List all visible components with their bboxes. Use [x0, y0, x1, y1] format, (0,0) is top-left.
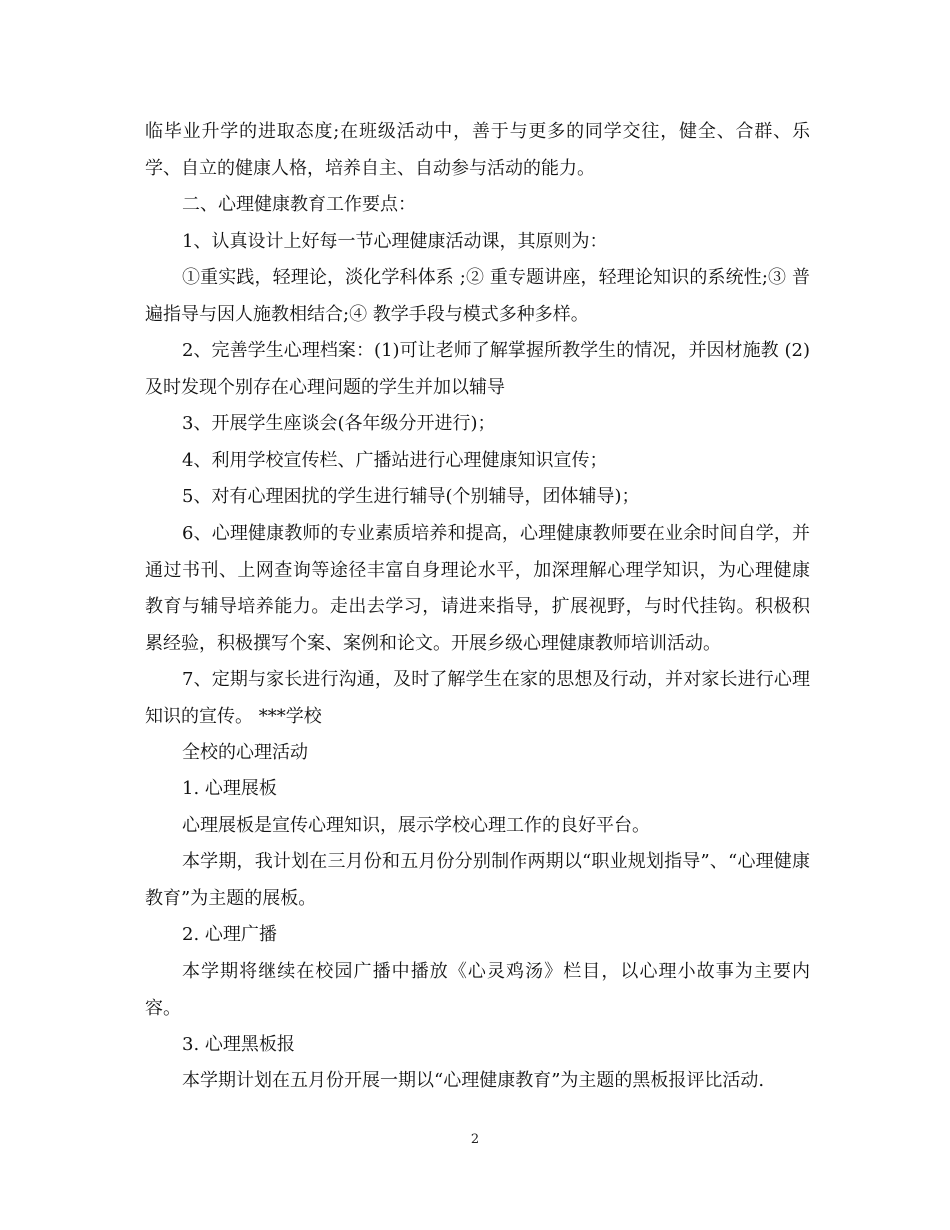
list-item-5: 5、对有心理困扰的学生进行辅导(个别辅导，团体辅导)； [182, 486, 640, 507]
list-item-7: 7、定期与家长进行沟通，及时了解学生在家的思想及行动，并对家长进行心理知识的宣传。 ***学校 [145, 669, 810, 727]
paragraph-continuation: 临毕业升学的进取态度;在班级活动中，善于与更多的同学交往，健全、合群、乐学、自立的健康人格，培养自主、自动参与活动的能力。 [145, 121, 810, 179]
principles-paragraph: ①重实践，轻理论，淡化学科体系 ;② 重专题讲座，轻理论知识的系统性;③ 普遍指导与因人施教相结合;④ 教学手段与模式多种多样。 [145, 267, 810, 325]
section-heading-school-activities: 全校的心理活动 [182, 742, 308, 763]
page-number: 2 [470, 1132, 480, 1147]
broadcast-plan: 本学期将继续在校园广播中播放《心灵鸡汤》栏目，以心理小故事为主要内容。 [145, 961, 810, 1019]
blackboard-plan: 本学期计划在五月份开展一期以“心理健康教育”为主题的黑板报评比活动. [182, 1070, 765, 1091]
list-item-6: 6、心理健康教师的专业素质培养和提高，心理健康教师要在业余时间自学，并通过书刊、上网查询等途径丰富自身理论水平，加深理解心理学知识，为心理健康教育与辅导培养能力。走出去学习，请进来指导，扩展视野，与时代挂钩。积极积累经验，积极撰写个案、案例和论文。开展乡级心理健康教师培训活动。 [145, 523, 810, 654]
list-item-1: 1、认真设计上好每一节心理健康活动课，其原则为： [182, 231, 608, 252]
subheading-blackboard: 3. 心理黑板报 [182, 1034, 295, 1055]
subheading-broadcast: 2. 心理广播 [182, 924, 277, 945]
subheading-display-board: 1. 心理展板 [182, 778, 277, 799]
display-board-description: 心理展板是宣传心理知识，展示学校心理工作的良好平台。 [182, 815, 650, 836]
list-item-3: 3、开展学生座谈会(各年级分开进行)； [182, 413, 496, 434]
display-board-plan: 本学期，我计划在三月份和五月份分别制作两期以“职业规划指导”、“心理健康教育”为主题的展板。 [145, 851, 810, 909]
list-item-4: 4、利用学校宣传栏、广播站进行心理健康知识宣传； [182, 450, 608, 471]
list-item-2: 2、完善学生心理档案：(1)可让老师了解掌握所教学生的情况，并因材施教 (2)及时发现个别存在心理问题的学生并加以辅导 [145, 340, 810, 398]
section-heading-key-points: 二、心理健康教育工作要点： [182, 194, 416, 215]
